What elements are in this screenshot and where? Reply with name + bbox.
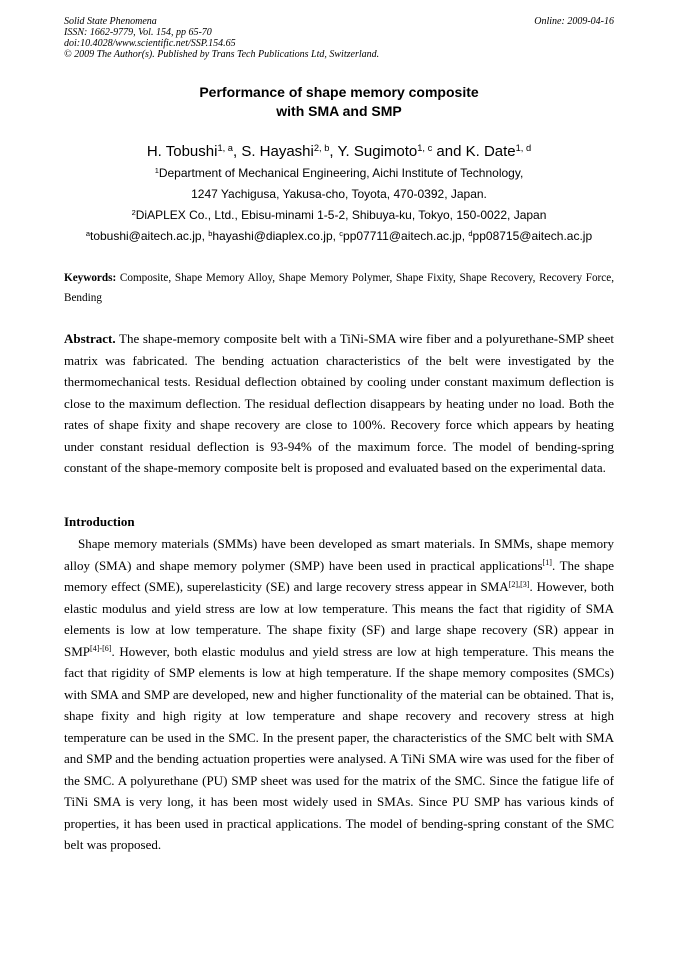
citation-ref[interactable]: [1] (542, 558, 552, 568)
author-separator: , (232, 143, 242, 160)
email-link[interactable]: tobushi@aitech.ac.jp, (89, 229, 209, 243)
email-link[interactable]: pp08715@aitech.ac.jp (472, 229, 593, 243)
author-separator: , (329, 143, 338, 160)
affiliation-1 (0, 166, 678, 180)
abstract-label: Abstract. (64, 331, 116, 346)
citation-ref[interactable]: [4]-[6] (90, 644, 112, 654)
online-date: Online: 2009-04-16 (534, 16, 614, 27)
email-mark: b (208, 228, 213, 238)
journal-name: Solid State Phenomena (64, 16, 157, 27)
issn-line: ISSN: 1662-9779, Vol. 154, pp 65-70 (64, 27, 212, 38)
email-link[interactable]: pp07711@aitech.ac.jp, (343, 229, 469, 243)
email-list (0, 229, 678, 243)
author-list (0, 143, 678, 160)
paper-title-line1: Performance of shape memory composite (199, 84, 479, 100)
affiliation-mark: 2 (131, 207, 136, 217)
author-separator: and (432, 143, 466, 160)
introduction-paragraph (64, 533, 614, 856)
doi-link[interactable]: doi:10.4028/www.scientific.net/SSP.154.65 (64, 38, 236, 49)
intro-text: . However, both elastic modulus and yield stress are low at high temperature. This means the fact that rigidity of SMP elements is low at high temperature. If the shape memory composites (SMCs) with SMA and SMP are developed, new and higher functionality of the material can be obtained. That is, shape fixity and high rigity at low temperature and shape recovery and recovery stress at high temperature can be used in the SMC. In the present paper, the characteristics of the SMC belt with SMA and SMP and the bending actuation properties were analysed. A TiNi SMA wire was used for the fiber of the SMC. A polyurethane (PU) SMP sheet was used for the matrix of the SMC. Since the fatigue life of TiNi SMA is very long, it has been most widely used in SMAs. Since PU SMP has various kinds of properties, it has been used in practical applications. The model of bending-spring constant of the SMC belt was proposed. (64, 643, 614, 852)
keywords-text: Composite, Shape Memory Alloy, Shape Memory Polymer, Shape Fixity, Shape Recovery, Recovery Force, Bending (64, 272, 614, 304)
email-mark: a (85, 228, 90, 238)
intro-text: . However, both elastic modulus and yield stress are low at low temperature. This means the fact that rigidity of SMA elements is low at low temperature. The shape fixity (SF) and large shape recovery (SR) appear in SMP (64, 579, 614, 659)
author-name: Y. Sugimoto (337, 143, 418, 160)
affiliation-text: Department of Mechanical Engineering, Aichi Institute of Technology, (158, 166, 524, 180)
abstract-block (64, 328, 614, 479)
keywords-label: Keywords: (64, 272, 117, 284)
author-name: S. Hayashi (241, 143, 314, 160)
email-mark: c (339, 228, 344, 238)
introduction-heading: Introduction (64, 514, 135, 529)
intro-text: Shape memory materials (SMMs) have been developed as smart materials. In SMMs, shape memory alloy (SMA) and shape memory polymer (SMP) have been used in practical applications (64, 536, 614, 573)
citation-ref[interactable]: [2],[3] (508, 579, 530, 589)
author-affiliation-mark: 1, d (515, 142, 532, 153)
affiliation-1-address: 1247 Yachigusa, Yakusa-cho, Toyota, 470-0392, Japan. (191, 187, 487, 201)
copyright-line: © 2009 The Author(s). Published by Trans Tech Publications Ltd, Switzerland. (64, 49, 380, 60)
email-mark: d (468, 228, 473, 238)
affiliation-text: DiAPLEX Co., Ltd., Ebisu-minami 1-5-2, Shibuya-ku, Tokyo, 150-0022, Japan (135, 208, 547, 222)
intro-text: . The shape memory effect (SME), superelasticity (SE) and large recovery stress appear in SMA (64, 557, 615, 594)
affiliation-2 (0, 208, 678, 222)
author-name: H. Tobushi (146, 143, 218, 160)
author-affiliation-mark: 2, b (313, 142, 330, 153)
email-link[interactable]: hayashi@diaplex.co.jp, (212, 229, 340, 243)
keywords-block (64, 268, 614, 308)
author-affiliation-mark: 1, a (217, 142, 233, 153)
author-name: K. Date (465, 143, 516, 160)
abstract-text: The shape-memory composite belt with a TiNi-SMA wire fiber and a polyurethane-SMP sheet matrix was fabricated. The bending actuation characteristics of the belt were investigated by the thermomechanical tests. Residual deflection obtained by cooling under constant maximum deflection is close to the maximum deflection. The residual deflection disappears by heating under no load. Both the rates of shape fixity and shape recovery are close to 100%. Recovery force which appears by heating under constant residual deflection is 93-94% of the maximum force. The model of bending-spring constant of the shape-memory composite belt is proposed and evaluated based on the experimental data. (64, 331, 614, 475)
author-affiliation-mark: 1, c (417, 142, 433, 153)
paper-title-line2: with SMA and SMP (276, 103, 402, 119)
affiliation-mark: 1 (154, 165, 159, 175)
